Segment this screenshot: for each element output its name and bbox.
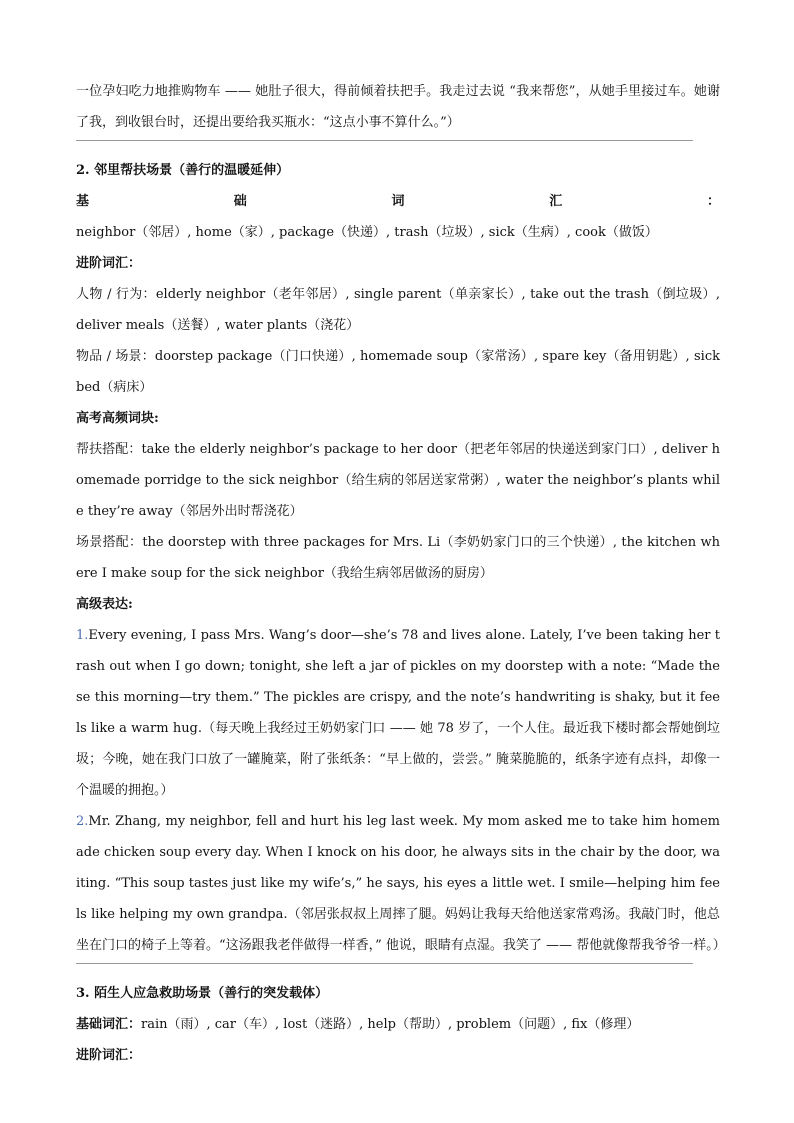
section-3-advanced-label: 进阶词汇：: [76, 1048, 142, 1063]
basic-vocab-text: rain（雨）, car（车）, lost（迷路）, help（帮助）, problem（问题）, fix（修理）: [141, 1017, 640, 1032]
section-2-scene-chunks: 场景搭配：the doorstep with three packages for Mrs. Li（李奶奶家门口的三个快递）, the kitchen where I make soup for the sick neighbor（我给生病邻居做汤的厨房）: [76, 535, 720, 581]
example-number: 1.: [76, 628, 89, 643]
basic-vocab-text: neighbor（邻居）, home（家）, package（快递）, trash（垃圾）, sick（生病）, cook（做饭）: [76, 225, 658, 240]
section-2-chunks-label: 高考高频词块:: [76, 411, 159, 426]
example-number: 2.: [76, 814, 89, 829]
section-divider: [76, 140, 693, 141]
section-2-basic-vocab: [76, 186, 720, 248]
section-2-items-vocab: 物品 / 场景：doorstep package（门口快递）, homemade soup（家常汤）, spare key（备用钥匙）, sickbed（病床）: [76, 349, 720, 395]
example-paragraph-1: [76, 620, 720, 806]
example-text: Every evening, I pass Mrs. Wang’s door—she’s 78 and lives alone. Lately, I’ve been taking her trash out when I go down; tonight, she left a jar of pickles on my doorstep with a note: “Made these this morning—try them.” The pickles are crispy, and the note’s handwriting is shaky, but it feels like a warm hug.（每天晚上我经过王奶奶家门口 —— 她 78 岁了，一个人住。最近我下楼时都会帮她倒垃圾；今晚，她在我门口放了一罐腌菜，附了张纸条：“早上做的，尝尝。” 腌菜脆脆的，纸条字迹有点抖，却像一个温暖的拥抱。）: [76, 628, 720, 798]
section-2-expression-label: 高级表达:: [76, 597, 133, 612]
section-3-heading: 3. 陌生人应急救助场景（善行的突发载体）: [76, 986, 329, 1001]
document-page: [76, 76, 726, 1071]
basic-vocab-label: 基础词汇：: [76, 1017, 142, 1032]
section-2-advanced-label: 进阶词汇：: [76, 256, 142, 271]
intro-paragraph: 一位孕妇吃力地推购物车 —— 她肚子很大，得前倾着扶把手。我走过去说 “我来帮您”，从她手里接过车。她谢了我，到收银台时，还提出要给我买瓶水：“这点小事不算什么。”）: [76, 84, 720, 130]
section-divider: [76, 963, 693, 964]
section-3-basic-vocab: [76, 1009, 720, 1040]
example-paragraph-2: [76, 806, 726, 961]
section-2-help-chunks: 帮扶搭配：take the elderly neighbor’s package to her door（把老年邻居的快递送到家门口）, deliver homemade porridge to the sick neighbor（给生病的邻居送家常粥）, water the neighbor’s plants while they’re away（邻居外出时帮浇花）: [76, 442, 720, 519]
section-2-people-vocab: 人物 / 行为：elderly neighbor（老年邻居）, single parent（单亲家长）, take out the trash（倒垃圾）, deliver meals（送餐）, water plants（浇花）: [76, 287, 720, 333]
section-2-heading: 2. 邻里帮扶场景（善行的温暖延伸）: [76, 163, 290, 178]
example-text: Mr. Zhang, my neighbor, fell and hurt his leg last week. My mom asked me to take him homemade chicken soup every day. When I knock on his door, he always sits in the chair by the door, waiting. “This soup tastes just like my wife’s,” he says, his eyes a little wet. I smile—helping him feels like helping my own grandpa.（邻居张叔叔上周摔了腿。妈妈让我每天给他送家常鸡汤。我敲门时，他总坐在门口的椅子上等着。“这汤跟我老伴做得一样香，” 他说，眼睛有点湿。我笑了 —— 帮他就像帮我爷爷一样。）: [76, 814, 726, 953]
basic-vocab-label: 基础词汇：: [76, 194, 720, 209]
